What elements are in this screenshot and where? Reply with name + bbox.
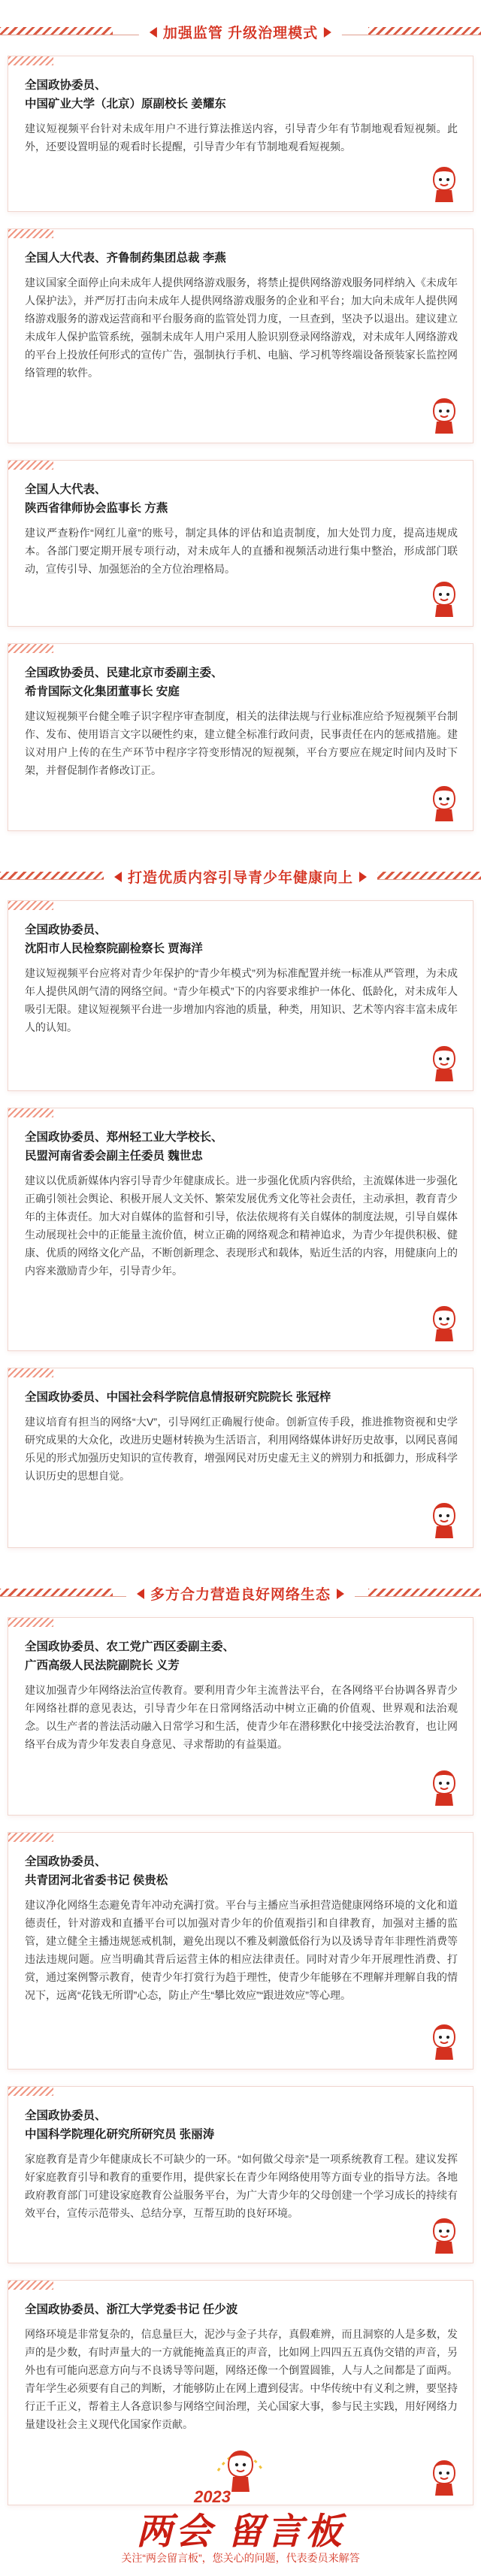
comment-card bbox=[8, 460, 473, 627]
card-author: 全国政协委员、 中国矿业大学（北京）原副校长 姜耀东 bbox=[25, 79, 226, 110]
card-text: 建议加强青少年网络法治宣传教育。要利用青少年主流普法平台，在各网络平台协调各界青少年网络社群的意见表达，引导青少年在日常网络活动中树立正确的价值观、世界观和法治观念。以生产者的普法活动融入日常学习和生活，使青少年在潜移默化中接受法治教育，也让网络平台成为青少年发表自身意见、寻求帮助的有益渠道。 bbox=[25, 1684, 458, 1750]
title-marker-left-icon bbox=[114, 872, 122, 882]
footer-tagline: 关注“两会留言板”，您关心的问题，代表委员来解答 bbox=[121, 2552, 360, 2564]
card-author: 全国政协委员、农工党广西区委副主委、 广西高级人民法院副院长 义芳 bbox=[25, 1640, 235, 1672]
card-text: 建议短视频平台应将对青少年保护的“青少年模式”列为标准配置并统一标准从严管理，为未成年人提供风朗气清的网络空间。“青少年模式”下的内容要求维护一体化、低龄化，对未成年人吸引无限。建议短视频平台进一步增加内容池的质量，种类，用知识、艺术等内容丰富未成年人的认知。 bbox=[25, 967, 458, 1033]
card-text: 建议净化网络生态避免青年冲动充满打赏。平台与主播应当承担营造健康网络环境的文化和道德责任，针对游戏和直播平台可以加强对青少年的价值观指引和自律教育，加强对主播的监管，建立健全主播违规惩戒机制，避免出现以不雅及刺激低俗行为以及诱导青年非理性消费等违法违规问题。应当明确其背后运营主体的相应法律责任。同时对青少年开展理性消费、打赏，通过案例警示教育，使青少年打赏行为趋于理性，使青少年能够在不理解并理解自我的情况下，远离“花钱无所谓”心态，防止产生“攀比效应”“跟进效应”等心理。 bbox=[25, 1899, 458, 2001]
comment-card bbox=[8, 1832, 473, 2070]
title-marker-right-icon bbox=[337, 1589, 344, 1599]
card-author: 全国人大代表、 陕西省律师协会监事长 方燕 bbox=[25, 483, 168, 515]
section-1 bbox=[0, 3, 481, 831]
title-marker-left-icon bbox=[137, 1589, 144, 1599]
card-author: 全国人大代表、齐鲁制药集团总裁 李燕 bbox=[25, 252, 226, 265]
card-author: 全国政协委员、 中国科学院理化研究所研究员 张丽涛 bbox=[25, 2109, 215, 2141]
section-header-2 bbox=[0, 848, 481, 900]
comment-card bbox=[8, 1617, 473, 1816]
card-text: 建议短视频平台针对未成年用户不进行算法推送内容，引导青少年有节制地观看短视频。此外，还要设置明显的观看时长提醒，引导青少年有节制地观看短视频。 bbox=[25, 122, 458, 153]
comment-card bbox=[8, 2086, 473, 2263]
mascot-icon bbox=[428, 2022, 461, 2061]
card-author: 全国政协委员、浙江大学党委书记 任少波 bbox=[25, 2303, 238, 2316]
comment-card bbox=[8, 228, 473, 443]
card-text: 建议以优质新媒体内容引导青少年健康成长。进一步强化优质内容供给，主流媒体进一步强化正确引领社会舆论、积极开展人文关怀、繁荣发展优秀文化等社会责任，主动承担，教育青少年的主体责任。加大对自媒体的监督和引导，依法依规将有关自媒体的制度法规，引导自媒体生动展现社会中的正能量主流价值，树立正确的网络观念和精神追求，为青少年提供积极、健康、优质的网络文化产品，不断创新理念、表现形式和载体，贴近生活的内容，用健康向上的内容来激励青少年，引导青少年。 bbox=[25, 1175, 458, 1277]
mascot-icon bbox=[428, 165, 461, 204]
card-text: 建议国家全面停止向未成年人提供网络游戏服务，将禁止提供网络游戏服务同样纳入《未成年人保护法》，并严厉打击向未成年人提供网络游戏服务的企业和平台；加大向未成年人提供网络游戏服务的游戏运营商和平台服务商的监管处罚力度，一旦查到，坚决予以退出。建议建立未成年人保护监管系统，强制未成年人用户采用人脸识别登录网络游戏，对未成年人网络游戏的平台上投放任何形式的宣传广告，强制执行手机、电脑、学习机等终端设备预装家长监控网络管理的软件。 bbox=[25, 277, 458, 379]
comment-card bbox=[8, 643, 473, 831]
mascot-icon bbox=[428, 1501, 461, 1540]
card-text: 家庭教育是青少年健康成长不可缺少的一环。“如何做父母亲”是一项系统教育工程。建议发挥好家庭教育引导和教育的重要作用，提供家长在青少年网络使用等方面专业的指导方法。各地政府教育部门可建设家庭教育公益服务平台，为广大青少年的父母创建一个学习成长的持续有效平台，宣传示范带头、总结分享，互帮互助的良好环境。 bbox=[25, 2153, 458, 2219]
card-text: 建议培育有担当的网络“大V”，引导网红正确履行使命。创新宣传手段，推进推物资视和史学研究成果的大众化，改进历史题材转换为生活语言，利用网络媒体讲好历史故事，以网民喜闻乐见的形式加强历史知识的宣传教育，增强网民对历史虚无主义的辨别力和抵御力，形成科学认识历史的思想自觉。 bbox=[25, 1416, 458, 1482]
comment-card bbox=[8, 900, 473, 1091]
title-marker-right-icon bbox=[359, 872, 367, 882]
card-author: 全国政协委员、 共青团河北省委书记 侯贵松 bbox=[25, 1855, 168, 1887]
card-text: 建议严查粉作“网红儿童”的账号，制定具体的评估和追责制度，加大处罚力度，提高违规成本。各部门要定期开展专项行动，对未成年人的直播和视频活动进行集中整治，形成部门联动，宣传引导、加强惩治的全方位治理格局。 bbox=[25, 527, 458, 575]
card-author: 全国政协委员、民建北京市委副主委、 希肯国际文化集团董事长 安庭 bbox=[25, 667, 223, 698]
section-title: 多方合力营造良好网络生态 bbox=[150, 1587, 331, 1603]
card-author: 全国政协委员、郑州轻工业大学校长、 民盟河南省委会副主任委员 魏世忠 bbox=[25, 1131, 223, 1163]
section-title: 加强监管 升级治理模式 bbox=[162, 26, 319, 41]
mascot-icon bbox=[428, 1304, 461, 1343]
mascot-icon bbox=[428, 579, 461, 618]
footer bbox=[0, 2433, 481, 2576]
card-author: 全国政协委员、中国社会科学院信息情报研究院院长 张冠梓 bbox=[25, 1391, 331, 1404]
mascot-icon bbox=[428, 2216, 461, 2255]
title-marker-right-icon bbox=[324, 27, 331, 38]
comment-card bbox=[8, 56, 473, 212]
mascot-icon bbox=[203, 2441, 278, 2493]
title-marker-left-icon bbox=[150, 27, 157, 38]
section-header-1 bbox=[0, 3, 481, 56]
section-3 bbox=[0, 1565, 481, 2505]
card-text: 网络环境是非常复杂的，信息量巨大，泥沙与金子共存，真假难辨，而且洞察的人是多数，发声的是少数，有时声量大的一方就能掩盖真正的声音，比如网上四四五五真伪交错的声音，另外也有可能向恶意方向与不良诱导等问题，网络还像一个倒置圆锥，人与人之间都是了面两。青年学生必须要有自己的判断，才能够防止在网上遭到侵害。中华传统中有义利之辨，要坚持行正千正义，帮着主人各意识参与网络空间治理，关心国家大事，参与民主实践，用好网络力量建设社会主义现代化国家作贡献。 bbox=[25, 2328, 458, 2430]
mascot-icon bbox=[428, 396, 461, 435]
footer-logo: 两会 留言板 bbox=[136, 2512, 345, 2552]
footer-year: 2023 bbox=[194, 2487, 231, 2506]
mascot-icon bbox=[428, 784, 461, 823]
mascot-icon bbox=[428, 1044, 461, 1083]
section-header-3 bbox=[0, 1565, 481, 1617]
mascot-icon bbox=[428, 1768, 461, 1807]
comment-card bbox=[8, 1108, 473, 1351]
section-title: 打造优质内容引导青少年健康向上 bbox=[127, 870, 354, 886]
comment-card bbox=[8, 1368, 473, 1548]
section-2 bbox=[0, 848, 481, 1548]
card-text: 建议短视频平台健全唯子识字程序审查制度，相关的法律法规与行业标准应给予短视频平台制作、发布、使用语言文字以硬性约束，建立健全标准行政问责，民事责任在内的惩戒措施。建议对用户上传的在生产环节中程序字符变形情况的短视频，平台方要应在规定时间内及时下架，并督促制作者修改订正。 bbox=[25, 710, 458, 776]
card-author: 全国政协委员、 沈阳市人民检察院副检察长 贾海洋 bbox=[25, 924, 203, 955]
